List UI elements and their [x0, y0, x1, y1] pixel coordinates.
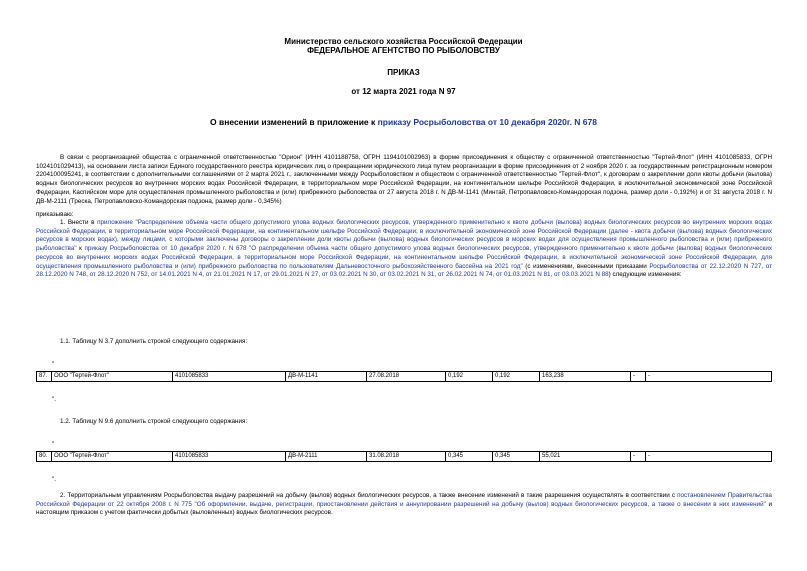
- cell-dash-2: -: [646, 372, 772, 382]
- item-1-text-2: к: [76, 245, 85, 253]
- share-percent-2: 0,345: [493, 452, 540, 462]
- item-1-text-1: 1. Внести в: [60, 219, 98, 226]
- row-number: 87.: [37, 372, 52, 382]
- item-1-paragraph: [36, 219, 772, 280]
- subitem-1-1-open-quote: ": [52, 361, 55, 368]
- row-number: 80.: [37, 452, 52, 462]
- contract-date: 31.08.2018: [367, 452, 446, 462]
- table-9-6-row: [36, 451, 772, 462]
- share-percent: 0,345: [446, 452, 493, 462]
- table-row: [37, 452, 772, 462]
- contract-number: ДВ-М-1141: [286, 372, 367, 382]
- document-date-number: от 12 марта 2021 года N 97: [351, 87, 456, 96]
- contract-number: ДВ-М-2111: [286, 452, 367, 462]
- intro-paragraph: В связи с реорганизацией общества с ограниченной ответственностью "Орион" (ИНН 4101188758, ОГРН 1194101002963) в форме присоединения к обществу с ограниченной ответственностью "Тертей-Флот" (ИНН 4101085833, ОГРН 1024101029413), на основании листа записи Единого государственного реестра юридических лиц о прекращении юридического лица путем реорганизации в форме присоединения от 2 ноября 2020 г. за государственным регистрационным номером 2204100095241, в соответствии с дополнительными соглашениями от 2 марта 2021 г., заключенными между Росрыболовством и обществом с ограниченной ответственностью "Тертей-Флот", к договорам о закреплении доли квоты добычи (вылова) водных биологических ресурсов во внутренних морских водах Российской Федерации, в территориальном море Российской Федерации, на континентальном шельфе Российской Федерации, в исключительной экономической зоне Российской Федерации, Каспийском море для осуществления промышленного рыболовства и (или) прибрежного рыболовства от 27 августа 2018 г. N ДВ-М-1141 (Минтай, Петропавловско-Командорская подзона, размер доли - 0,192%) и от 31 августа 2018 г. N ДВ-М-2111 (Треска, Петропавловско-Командорская подзона, размер доли - 0,345%): [36, 154, 772, 205]
- title-link[interactable]: приказу Росрыболовства от 10 декабря 2020г. N 678: [377, 117, 597, 127]
- item-2-paragraph: [36, 492, 772, 518]
- subitem-1-2-heading: 1.2. Таблицу N 9.6 дополнить строкой следующего содержания:: [60, 418, 248, 425]
- share-percent: 0,192: [446, 372, 493, 382]
- document-type: ПРИКАЗ: [387, 68, 420, 77]
- agency-name: ФЕДЕРАЛЬНОЕ АГЕНТСТВО ПО РЫБОЛОВСТВУ: [307, 46, 500, 55]
- item-2-text-2: и настоящим приказом с учетом фактически добытых (выловленных) водных биологических ресурсов.: [36, 500, 772, 517]
- item-2-text-1: 2. Территориальным управлениям Росрыболовства выдачу разрешений на добычу (вылов) водных биологических ресурсов, а также внесение изменений в такие разрешения осуществлять в соответствии с: [60, 492, 678, 499]
- cell-dash-1: -: [631, 372, 646, 382]
- document-title: [0, 117, 807, 127]
- volume-tonnes: 55,021: [540, 452, 631, 462]
- prikazyvayu-text: приказываю:: [36, 211, 74, 218]
- item-1-text-4: ) следующие изменения:: [608, 271, 682, 279]
- share-percent-2: 0,192: [493, 372, 540, 382]
- subitem-1-2-close-quote: ".: [52, 476, 56, 483]
- inn: 4101085833: [173, 452, 286, 462]
- subitem-1-2-open-quote: ": [52, 441, 55, 448]
- company-name: ООО "Тертей-Флот": [52, 372, 173, 382]
- subitem-1-1-heading: 1.1. Таблицу N 3.7 дополнить строкой следующего содержания:: [60, 338, 248, 345]
- item-2-link-decree[interactable]: постановлением Правительства Российской Федерации от 22 октября 2008 г. N 775 "Об оформлении, выдаче, регистрации, приостановлении действия и аннулировании разрешений на добычу (вылов) водных биологических ресурсов, а также о внесении в них изменений": [36, 492, 772, 508]
- cell-dash-2: -: [646, 452, 772, 462]
- volume-tonnes: 163,238: [540, 372, 631, 382]
- title-prefix: О внесении изменений в приложение к: [210, 117, 378, 127]
- inn: 4101085833: [173, 372, 286, 382]
- item-1-text-3: (с изменениями, внесенными приказами: [522, 262, 650, 270]
- company-name: ООО "Тертей-Флот": [52, 452, 173, 462]
- contract-date: 27.08.2018: [367, 372, 446, 382]
- table-row: [37, 372, 772, 382]
- item-1-link-amendments[interactable]: Росрыболовства от 22.12.2020 N 727, от 28.12.2020 N 748, от 28.12.2020 N 752, от 14.01.2021 N 4, от 21.01.2021 N 17, от 29.01.2021 N 27, от 03.02.2021 N 30, от 03.02.2021 N 31, от 26.02.2021 N 74, от 01.03.2021 N 81, от 03.03.2021 N 88: [36, 262, 772, 279]
- subitem-1-1-close-quote: ".: [52, 396, 56, 403]
- item-1-link-order[interactable]: приказу Росрыболовства от 10 декабря 2020 г. N 678 "О распределении объема части общего допустимого улова водных биологических ресурсов, утвержденного применительно к квоте добычи (вылова) водных биологических ресурсов во внутренних морских водах Российской Федерации, в территориальном море Российской Федерации, на континентальном шельфе Российской Федерации, в исключительной экономической зоне Российской Федерации, для осуществления промышленного рыболовства и (или) прибрежного рыболовства по пользователям Дальневосточного рыбохозяйственного бассейна на 2021 год": [36, 245, 772, 270]
- table-3-7-row: [36, 371, 772, 382]
- item-1-link-appendix[interactable]: приложение "Распределение объема части общего допустимого улова водных биологических ресурсов, утвержденного применительно к квоте добычи (вылова) водных биологических ресурсов во внутренних морских водах Российской Федерации, в территориальном море Российской Федерации, на континентальном шельфе Российской Федерации, в исключительной экономической зоне Российской Федерации (далее - квота добычи (вылова) водных биологических ресурсов в морских водах), между лицами, с которыми заключены договоры о закреплении доли квоты добычи (вылова) водных биологических ресурсов в морских водах для осуществления промышленного рыболовства и (или) прибрежного рыболовства": [36, 219, 773, 253]
- ministry-name: Министерство сельского хозяйства Российской Федерации: [284, 37, 523, 46]
- cell-dash-1: -: [631, 452, 646, 462]
